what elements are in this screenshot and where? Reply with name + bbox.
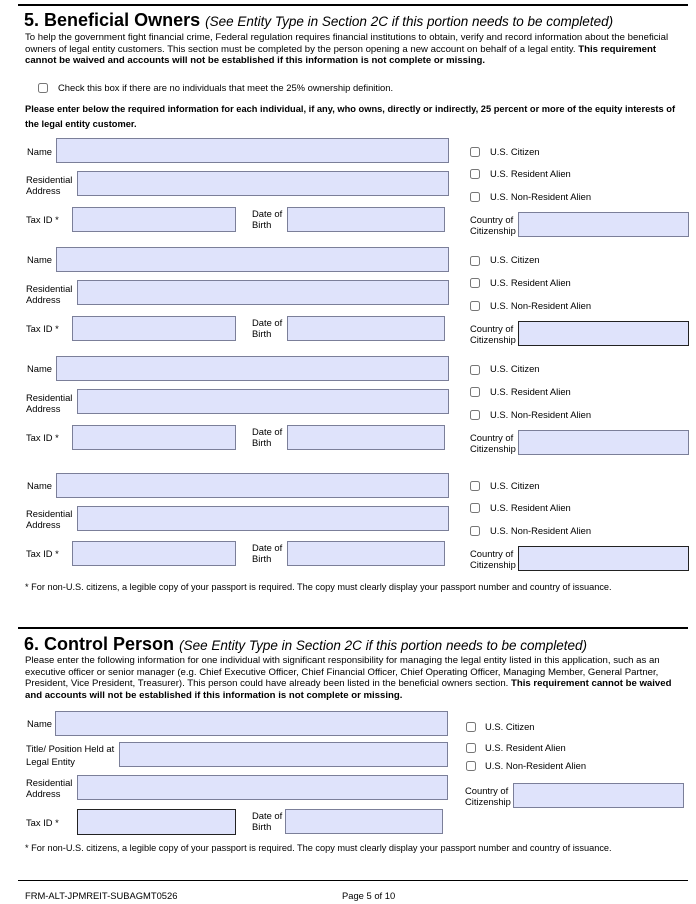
owner-address-input[interactable] bbox=[77, 389, 449, 414]
cp-us-resident-label: U.S. Resident Alien bbox=[485, 742, 566, 753]
owner-dob-input[interactable] bbox=[287, 316, 445, 341]
tax-id-label: Tax ID * bbox=[26, 214, 59, 225]
form-id: FRM-ALT-JPMREIT-SUBAGMT0526 bbox=[25, 890, 178, 901]
dob-label-1: Date of bbox=[252, 317, 283, 328]
us-resident-label: U.S. Resident Alien bbox=[490, 502, 571, 513]
dob-label-1: Date of bbox=[252, 542, 283, 553]
address-label-1: Residential bbox=[26, 283, 73, 294]
section-5-intro: To help the government fight financial crime, Federal regulation requires financial institutions to obtain, verify and record information about the beneficial owners of legal entity customers. This section must be completed by the person opening a new account on behalf of a legal entity. This requirement cannot be waived and accounts will not be established if this information is not complete or missing. bbox=[25, 32, 669, 66]
owner-dob-input[interactable] bbox=[287, 425, 445, 450]
cp-dob-label-1: Date of bbox=[252, 810, 283, 821]
address-label-2: Address bbox=[26, 519, 61, 530]
section-5-footnote: * For non-U.S. citizens, a legible copy of your passport is required. The copy must clearly display your passport number and country of issuance. bbox=[25, 582, 612, 592]
us-resident-label: U.S. Resident Alien bbox=[490, 168, 571, 179]
owner-address-input[interactable] bbox=[77, 506, 449, 531]
address-label-1: Residential bbox=[26, 508, 73, 519]
us-citizen-checkbox[interactable] bbox=[470, 147, 480, 157]
us-resident-checkbox[interactable] bbox=[470, 169, 480, 179]
address-label-2: Address bbox=[26, 403, 61, 414]
owner-tax-id-input[interactable] bbox=[72, 207, 236, 232]
us-nonresident-label: U.S. Non-Resident Alien bbox=[490, 525, 592, 536]
country-label-1: Country of bbox=[470, 432, 514, 443]
cp-tax-id-label: Tax ID * bbox=[26, 817, 59, 828]
control-person-name-input[interactable] bbox=[55, 711, 448, 736]
dob-label-2: Birth bbox=[252, 328, 272, 339]
us-nonresident-checkbox[interactable] bbox=[470, 192, 480, 202]
cp-us-citizen-label: U.S. Citizen bbox=[485, 721, 535, 732]
name-label: Name bbox=[27, 363, 53, 374]
us-citizen-checkbox[interactable] bbox=[470, 256, 480, 266]
control-person-country-input[interactable] bbox=[513, 783, 684, 808]
name-label: Name bbox=[27, 146, 53, 157]
address-label-1: Residential bbox=[26, 392, 73, 403]
tax-id-label: Tax ID * bbox=[26, 323, 59, 334]
us-nonresident-checkbox[interactable] bbox=[470, 410, 480, 420]
cp-dob-label-2: Birth bbox=[252, 821, 272, 832]
section-5-top-rule bbox=[18, 4, 688, 6]
section-6-note: (See Entity Type in Section 2C if this portion needs to be completed) bbox=[179, 638, 588, 653]
cp-us-nonresident-label: U.S. Non-Resident Alien bbox=[485, 760, 587, 771]
cp-address-label-1: Residential bbox=[26, 777, 73, 788]
us-citizen-label: U.S. Citizen bbox=[490, 363, 540, 374]
section-6-heading bbox=[24, 634, 587, 655]
country-label-1: Country of bbox=[470, 548, 514, 559]
us-nonresident-checkbox[interactable] bbox=[470, 526, 480, 536]
us-resident-checkbox[interactable] bbox=[470, 278, 480, 288]
owner-address-input[interactable] bbox=[77, 280, 449, 305]
us-resident-label: U.S. Resident Alien bbox=[490, 386, 571, 397]
owner-name-input[interactable] bbox=[56, 247, 449, 272]
owner-tax-id-input[interactable] bbox=[72, 541, 236, 566]
owner-address-input[interactable] bbox=[77, 171, 449, 196]
name-label: Name bbox=[27, 480, 53, 491]
section-6-number: 6. bbox=[24, 634, 40, 654]
section-6-top-rule bbox=[18, 627, 688, 629]
owner-country-input[interactable] bbox=[518, 430, 689, 455]
cp-name-label: Name bbox=[27, 718, 53, 729]
us-nonresident-checkbox[interactable] bbox=[470, 301, 480, 311]
section-6-intro: Please enter the following information for one individual with significant responsibility for managing the legal entity listed in this application, such as an executive officer or senior manager (e.g. Chief Executive Officer, Chief Financial Officer, Chief Operating Officer, Managing Member, General Partner, President, Vice President, Treasurer). This person could have already been listed in the beneficial owners section. This requirement cannot be waived and accounts will not be established if this information is not complete or missing. bbox=[25, 655, 672, 701]
no-individuals-label: Check this box if there are no individuals that meet the 25% ownership definition. bbox=[58, 82, 394, 93]
owner-name-input[interactable] bbox=[56, 138, 449, 163]
owner-tax-id-input[interactable] bbox=[72, 316, 236, 341]
us-nonresident-label: U.S. Non-Resident Alien bbox=[490, 300, 592, 311]
section-5-heading bbox=[24, 10, 613, 31]
us-citizen-label: U.S. Citizen bbox=[490, 146, 540, 157]
cp-country-label-1: Country of bbox=[465, 785, 509, 796]
control-person-tax-id-input[interactable] bbox=[77, 809, 236, 835]
owner-country-input[interactable] bbox=[518, 212, 689, 237]
country-label-2: Citizenship bbox=[470, 225, 516, 236]
us-resident-checkbox[interactable] bbox=[470, 387, 480, 397]
control-person-address-input[interactable] bbox=[77, 775, 448, 800]
cp-us-resident-checkbox[interactable] bbox=[466, 743, 476, 753]
control-person-dob-input[interactable] bbox=[285, 809, 443, 834]
country-label-2: Citizenship bbox=[470, 443, 516, 454]
owner-dob-input[interactable] bbox=[287, 541, 445, 566]
us-citizen-label: U.S. Citizen bbox=[490, 480, 540, 491]
section-5-title: Beneficial Owners bbox=[44, 10, 201, 30]
us-citizen-label: U.S. Citizen bbox=[490, 254, 540, 265]
address-label-2: Address bbox=[26, 294, 61, 305]
country-label-2: Citizenship bbox=[470, 334, 516, 345]
page-number: Page 5 of 10 bbox=[342, 890, 396, 901]
dob-label-2: Birth bbox=[252, 219, 272, 230]
section-6-requirement: This requirement cannot be waived and accounts will not be established if this information is not complete or missing. bbox=[25, 678, 672, 701]
footer-rule bbox=[18, 880, 688, 881]
us-nonresident-label: U.S. Non-Resident Alien bbox=[490, 191, 592, 202]
owner-tax-id-input[interactable] bbox=[72, 425, 236, 450]
dob-label-1: Date of bbox=[252, 208, 283, 219]
country-label-2: Citizenship bbox=[470, 559, 516, 570]
address-label-1: Residential bbox=[26, 174, 73, 185]
cp-title-label-1: Title/ Position Held at bbox=[26, 743, 115, 754]
owner-dob-input[interactable] bbox=[287, 207, 445, 232]
no-individuals-checkbox[interactable] bbox=[38, 83, 48, 93]
section-5-note: (See Entity Type in Section 2C if this portion needs to be completed) bbox=[205, 14, 614, 29]
cp-us-citizen-checkbox[interactable] bbox=[466, 722, 476, 732]
us-citizen-checkbox[interactable] bbox=[470, 365, 480, 375]
owner-country-input[interactable] bbox=[518, 321, 689, 346]
owner-country-input[interactable] bbox=[518, 546, 689, 571]
control-person-title-input[interactable] bbox=[119, 742, 448, 767]
owner-name-input[interactable] bbox=[56, 473, 449, 498]
us-nonresident-label: U.S. Non-Resident Alien bbox=[490, 409, 592, 420]
cp-us-nonresident-checkbox[interactable] bbox=[466, 761, 476, 771]
address-label-2: Address bbox=[26, 185, 61, 196]
country-label-1: Country of bbox=[470, 323, 514, 334]
tax-id-label: Tax ID * bbox=[26, 548, 59, 559]
name-label: Name bbox=[27, 254, 53, 265]
dob-label-1: Date of bbox=[252, 426, 283, 437]
cp-title-label-2: Legal Entity bbox=[26, 756, 75, 767]
section-6-title: Control Person bbox=[44, 634, 175, 654]
section-5-instruction: Please enter below the required information for each individual, if any, who owns, directly or indirectly, 25 percent or more of the equity interests of the legal entity customer. bbox=[25, 104, 676, 129]
dob-label-2: Birth bbox=[252, 437, 272, 448]
us-citizen-checkbox[interactable] bbox=[470, 481, 480, 491]
us-resident-label: U.S. Resident Alien bbox=[490, 277, 571, 288]
us-resident-checkbox[interactable] bbox=[470, 503, 480, 513]
cp-country-label-2: Citizenship bbox=[465, 796, 511, 807]
section-5-number: 5. bbox=[24, 10, 40, 30]
tax-id-label: Tax ID * bbox=[26, 432, 59, 443]
section-6-footnote: * For non-U.S. citizens, a legible copy of your passport is required. The copy must clearly display your passport number and country of issuance. bbox=[25, 843, 612, 853]
country-label-1: Country of bbox=[470, 214, 514, 225]
section-5-requirement: This requirement cannot be waived and accounts will not be established if this information is not complete or missing. bbox=[25, 43, 657, 66]
owner-name-input[interactable] bbox=[56, 356, 449, 381]
dob-label-2: Birth bbox=[252, 553, 272, 564]
cp-address-label-2: Address bbox=[26, 788, 61, 799]
